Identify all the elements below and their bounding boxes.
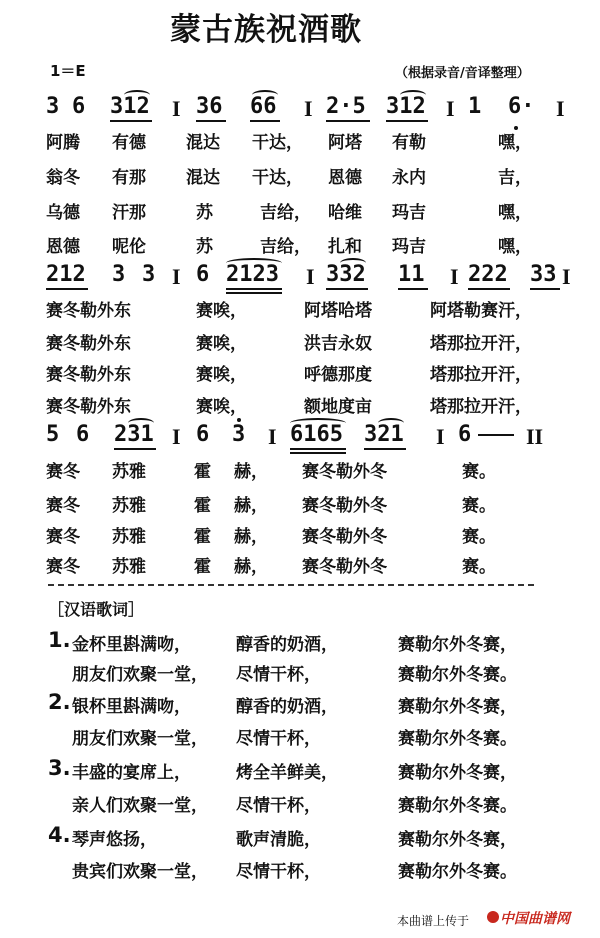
lyric: 苏雅 (112, 527, 146, 547)
note: 6165 (290, 422, 343, 447)
note: 11 (398, 262, 425, 287)
chinese-lyric-a: 金杯里斟满吻， (72, 635, 191, 655)
lyric: 苏雅 (112, 462, 146, 482)
note: 3 (232, 422, 246, 447)
lyric: 赛。 (462, 527, 496, 547)
lyric: 恩德 (46, 237, 80, 257)
chinese-lyric-a: 亲人们欢聚一堂， (72, 796, 208, 816)
note: 321 (364, 422, 404, 447)
chinese-lyric-a: 贵宾们欢聚一堂， (72, 862, 208, 882)
lyric-line (46, 491, 566, 515)
chinese-lyric-line (48, 823, 71, 847)
lyric: 扎和 (328, 237, 362, 257)
lyric-line (46, 552, 566, 576)
lyric: 吉给， (260, 203, 311, 223)
lyric: 吉给， (260, 237, 311, 257)
lyric: 苏雅 (112, 496, 146, 516)
chinese-lyric-line (48, 756, 71, 780)
bar-line: I (446, 96, 455, 121)
note: 3 (46, 94, 60, 119)
note: 212 (46, 262, 86, 287)
note: 2123 (226, 262, 279, 287)
lyric: 赫， (234, 527, 268, 547)
note: 3 (142, 262, 156, 287)
lyric: 塔那拉开汗， (430, 397, 532, 417)
lyric: 赛唉， (196, 301, 247, 321)
source-note: （根据录音/音译整理） (395, 66, 530, 81)
lyric: 有德 (112, 133, 146, 153)
chinese-lyric-c: 赛勒尔外冬赛。 (398, 729, 517, 749)
lyric: 赛冬勒外冬 (302, 496, 387, 516)
verse-number: 2. (48, 690, 71, 714)
chinese-lyric-c: 赛勒尔外冬赛。 (398, 665, 517, 685)
note: 66 (250, 94, 277, 119)
lyric: 霍 (194, 462, 211, 482)
lyric: 赛冬 (46, 496, 80, 516)
chinese-lyrics-heading: ［汉语歌词］ (48, 600, 145, 619)
chinese-lyric-a: 朋友们欢聚一堂， (72, 665, 208, 685)
note: 6· (508, 94, 535, 119)
lyric: 苏雅 (112, 557, 146, 577)
lyric: 有那 (112, 168, 146, 188)
chinese-lyric-b: 尽情干杯， (236, 796, 321, 816)
bar-line: I (304, 96, 313, 121)
lyric: 干达， (252, 133, 303, 153)
chinese-lyric-line (48, 690, 71, 714)
note: 33 (530, 262, 557, 287)
notation-row-2 (46, 262, 576, 292)
lyric-line (46, 392, 576, 416)
lyric: 呼德那度 (304, 365, 372, 385)
lyric-line (46, 360, 576, 384)
lyric: 赛唉， (196, 397, 247, 417)
note: 332 (326, 262, 366, 287)
lyric: 霍 (194, 527, 211, 547)
bar-line: I (172, 264, 181, 289)
note: 6 (196, 422, 210, 447)
note: 1 (468, 94, 482, 119)
lyric-line (46, 198, 566, 222)
chinese-lyric-b: 醇香的奶酒， (236, 635, 338, 655)
lyric: 永内 (392, 168, 426, 188)
note: 5 (46, 422, 60, 447)
notation-row-1 (46, 94, 566, 124)
lyric: 混达 (186, 133, 220, 153)
bar-line: I (556, 96, 565, 121)
lyric: 阿腾 (46, 133, 80, 153)
lyric: 玛吉 (392, 237, 426, 257)
lyric: 赛。 (462, 462, 496, 482)
note: 222 (468, 262, 508, 287)
chinese-lyric-c: 赛勒尔外冬赛， (398, 830, 517, 850)
note: 36 (196, 94, 223, 119)
lyric: 霍 (194, 557, 211, 577)
chinese-lyric-c: 赛勒尔外冬赛， (398, 763, 517, 783)
bar-line: I (436, 424, 445, 449)
lyric: 苏 (196, 237, 213, 257)
lyric: 汗那 (112, 203, 146, 223)
verse-number: 4. (48, 823, 71, 847)
chinese-lyric-a: 琴声悠扬， (72, 830, 157, 850)
chinese-lyric-c: 赛勒尔外冬赛。 (398, 796, 517, 816)
lyric-line (46, 128, 566, 152)
lyric: 嘿， (498, 237, 532, 257)
bar-line: I (172, 424, 181, 449)
divider (48, 584, 534, 586)
chinese-lyric-c: 赛勒尔外冬赛。 (398, 862, 517, 882)
note: 2·5 (326, 94, 366, 119)
chinese-lyric-b: 尽情干杯， (236, 862, 321, 882)
lyric-line (46, 522, 566, 546)
note: 6 (458, 422, 472, 447)
lyric: 塔那拉开汗， (430, 365, 532, 385)
upload-note: 本曲谱上传于 (397, 914, 470, 928)
note: 312 (386, 94, 426, 119)
lyric: 赛。 (462, 496, 496, 516)
lyric: 嘿， (498, 133, 532, 153)
lyric: 赛冬勒外东 (46, 334, 131, 354)
lyric: 赛冬 (46, 527, 80, 547)
lyric: 混达 (186, 168, 220, 188)
song-title: 蒙古族祝酒歌 (170, 12, 362, 48)
chinese-lyric-a: 银杯里斟满吻， (72, 697, 191, 717)
lyric: 赛冬勒外冬 (302, 527, 387, 547)
lyric: 嘿， (498, 203, 532, 223)
lyric-line (46, 329, 576, 353)
lyric: 霍 (194, 496, 211, 516)
site-logo[interactable]: 中国曲谱网 (500, 911, 570, 927)
chinese-lyric-line (48, 628, 71, 652)
lyric: 赫， (234, 496, 268, 516)
lyric-line (46, 163, 566, 187)
chinese-lyric-b: 醇香的奶酒， (236, 697, 338, 717)
end-bar-line: II (526, 424, 544, 449)
lyric-line (46, 296, 576, 320)
lyric: 赛冬 (46, 462, 80, 482)
note: 231 (114, 422, 154, 447)
chinese-lyric-a: 丰盛的宴席上， (72, 763, 191, 783)
lyric: 吉， (498, 168, 532, 188)
lyric: 额地度亩 (304, 397, 372, 417)
chinese-lyric-b: 烤全羊鲜美， (236, 763, 338, 783)
chinese-lyric-b: 尽情干杯， (236, 665, 321, 685)
note: 312 (110, 94, 150, 119)
lyric: 恩德 (328, 168, 362, 188)
lyric: 塔那拉开汗， (430, 334, 532, 354)
chinese-lyric-a: 朋友们欢聚一堂， (72, 729, 208, 749)
lyric: 洪吉永奴 (304, 334, 372, 354)
lyric: 赫， (234, 462, 268, 482)
bar-line: I (562, 264, 571, 289)
bar-line: I (450, 264, 459, 289)
bar-line: I (306, 264, 315, 289)
key-signature: 1＝E (50, 62, 86, 80)
lyric: 赛唉， (196, 334, 247, 354)
lyric-line (46, 232, 566, 256)
chinese-lyric-b: 尽情干杯， (236, 729, 321, 749)
lyric: 阿塔哈塔 (304, 301, 372, 321)
lyric: 赛冬勒外东 (46, 397, 131, 417)
lyric: 玛吉 (392, 203, 426, 223)
verse-number: 3. (48, 756, 71, 780)
verse-number: 1. (48, 628, 71, 652)
lyric: 赛冬勒外东 (46, 301, 131, 321)
lyric: 赛。 (462, 557, 496, 577)
chinese-lyric-b: 歌声清脆， (236, 830, 321, 850)
chinese-lyric-c: 赛勒尔外冬赛， (398, 635, 517, 655)
note: 6 (196, 262, 210, 287)
note: 6 (72, 94, 86, 119)
lyric: 赛唉， (196, 365, 247, 385)
lyric: 赛冬 (46, 557, 80, 577)
lyric-line (46, 457, 566, 481)
lyric: 阿塔 (328, 133, 362, 153)
lyric: 乌德 (46, 203, 80, 223)
chinese-lyric-c: 赛勒尔外冬赛， (398, 697, 517, 717)
lyric: 赛冬勒外冬 (302, 557, 387, 577)
note: 3 (112, 262, 126, 287)
lyric: 有勒 (392, 133, 426, 153)
lyric: 呢伦 (112, 237, 146, 257)
lyric: 苏 (196, 203, 213, 223)
lyric: 赛冬勒外冬 (302, 462, 387, 482)
lyric: 赫， (234, 557, 268, 577)
site-logo-icon (487, 911, 499, 923)
lyric: 阿塔勒赛汗， (430, 301, 532, 321)
lyric: 干达， (252, 168, 303, 188)
notation-row-3 (46, 422, 576, 452)
note: 6 (76, 422, 90, 447)
bar-line: I (268, 424, 277, 449)
lyric: 哈维 (328, 203, 362, 223)
lyric: 赛冬勒外东 (46, 365, 131, 385)
bar-line: I (172, 96, 181, 121)
lyric: 翁冬 (46, 168, 80, 188)
